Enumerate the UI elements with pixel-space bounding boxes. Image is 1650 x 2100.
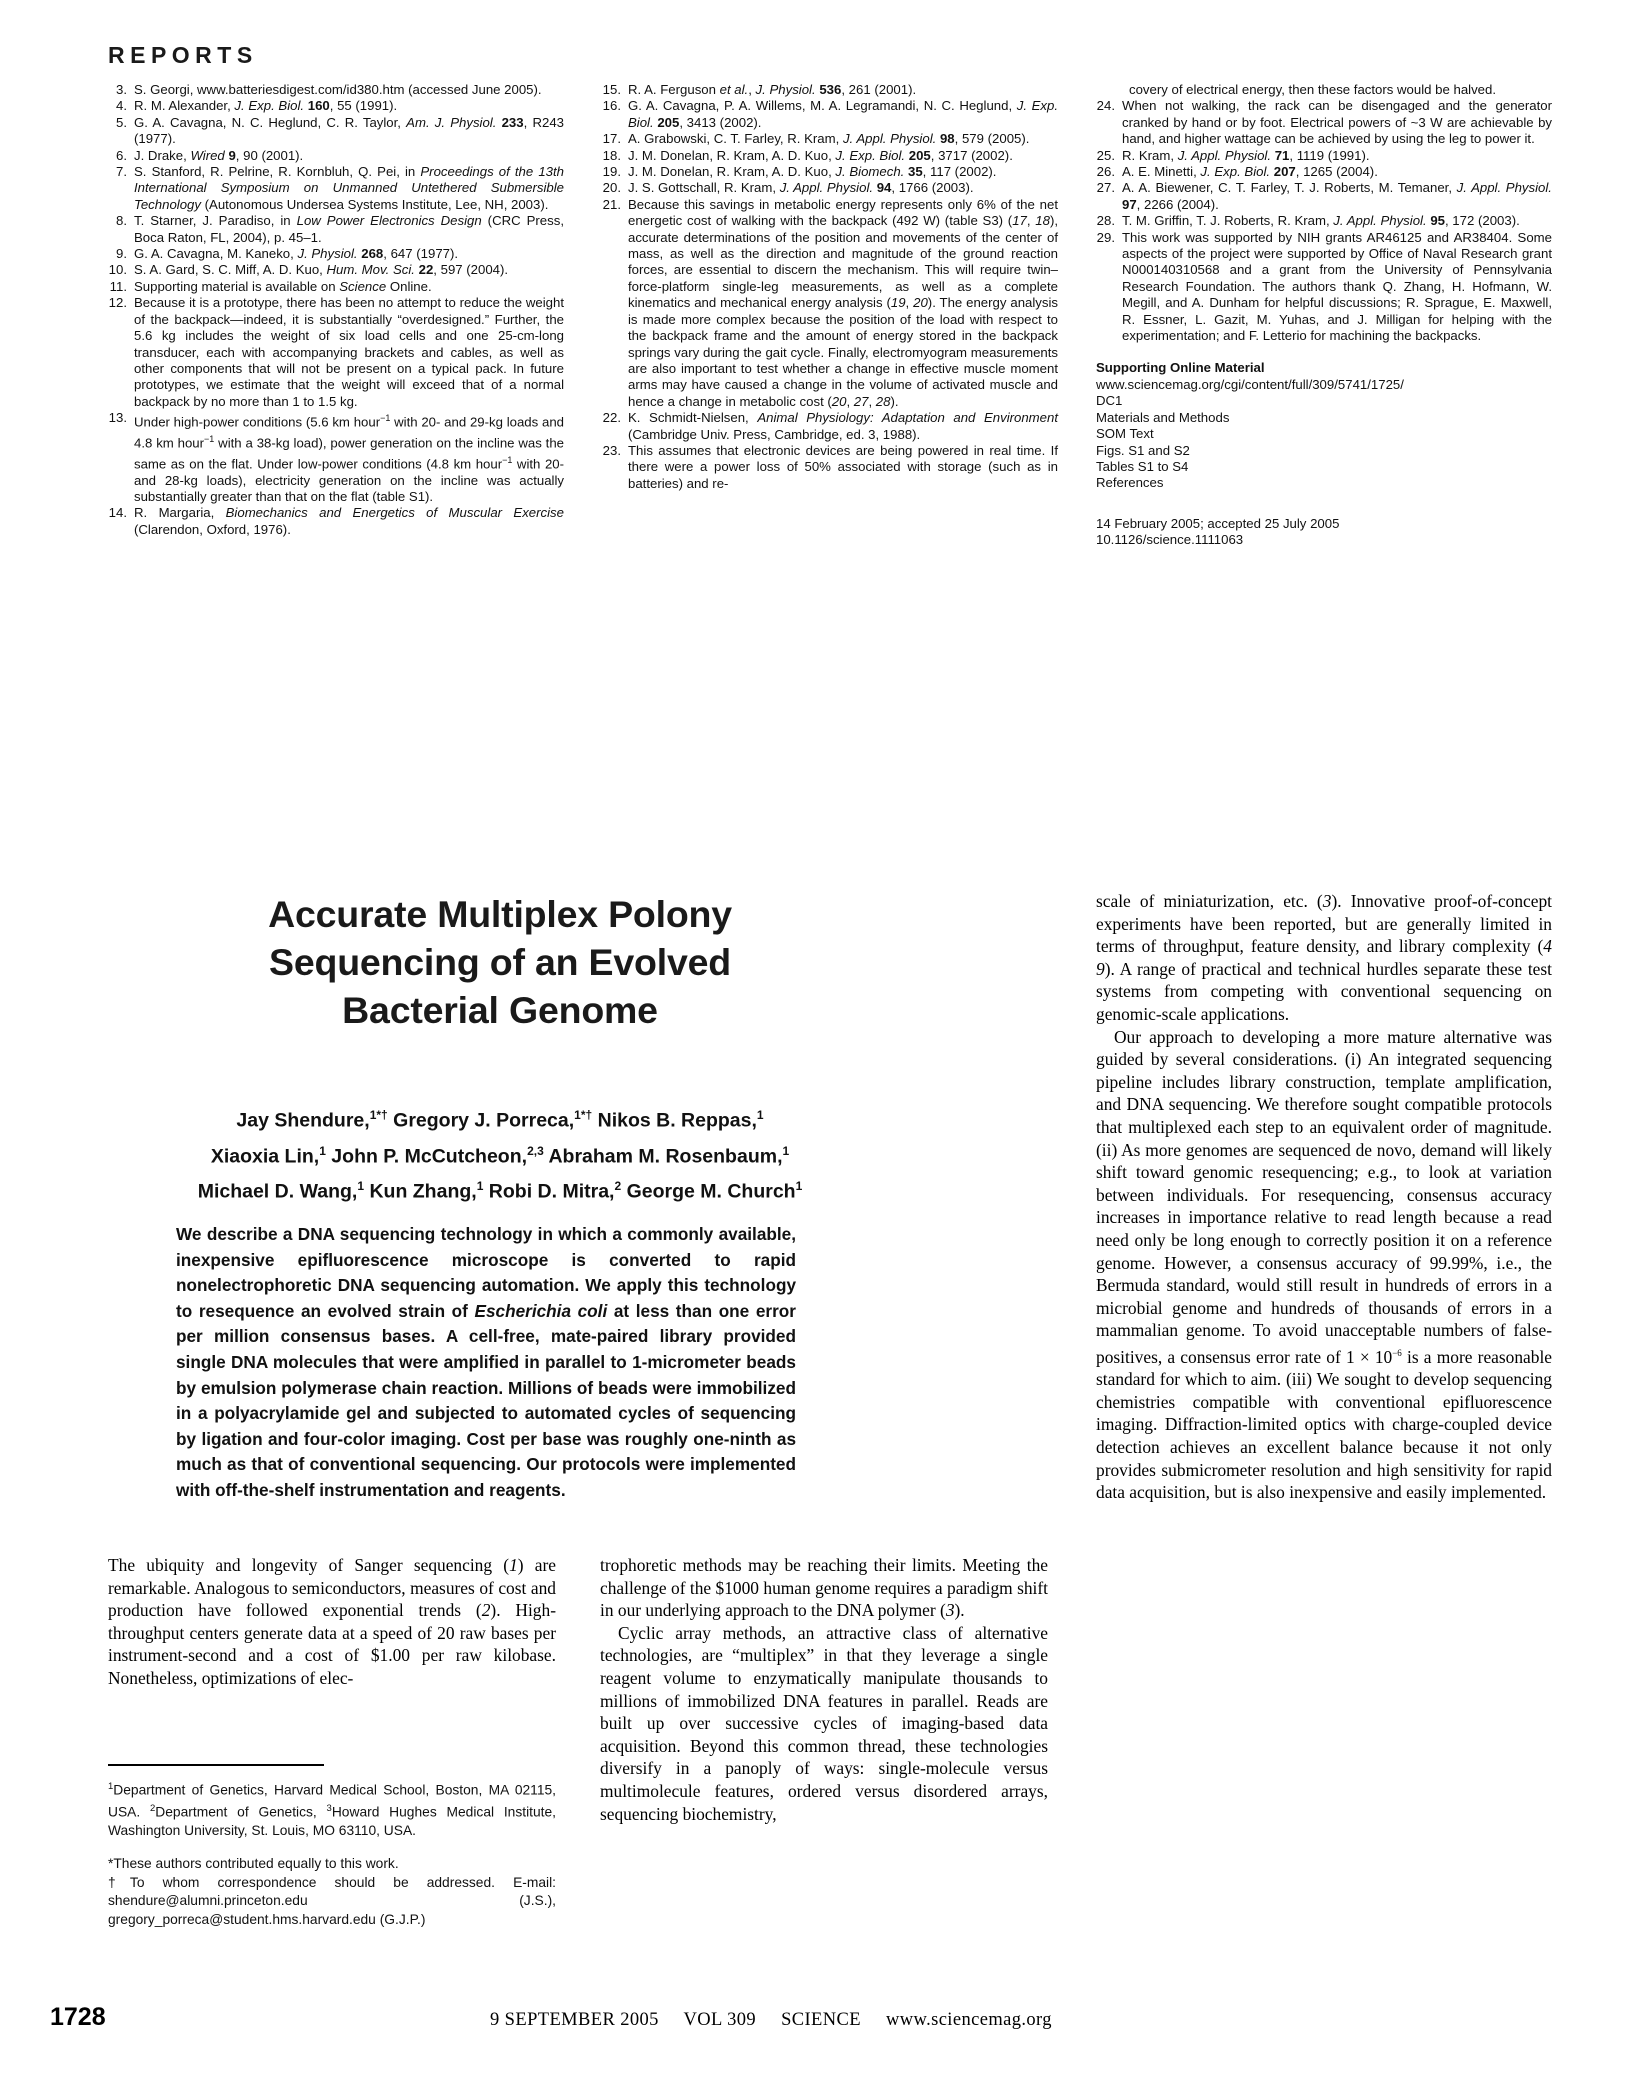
references-column-1	[108, 82, 564, 549]
reference-number: 16.	[602, 98, 621, 114]
reference-item	[108, 505, 564, 538]
reference-number: 9.	[116, 246, 127, 262]
reference-text: A. Grabowski, C. T. Farley, R. Kram, J. Appl. Physiol. 98, 579 (2005).	[628, 131, 1030, 147]
reference-number: 29.	[1096, 229, 1115, 245]
reference-number: 5.	[116, 114, 127, 130]
footer-journal: SCIENCE	[781, 2010, 861, 2030]
reference-text: Supporting material is available on Science Online.	[134, 278, 432, 294]
reference-item	[602, 180, 1058, 196]
reference-text: S. Georgi, www.batteriesdigest.com/id380.htm (accessed June 2005).	[134, 82, 542, 97]
reference-text: K. Schmidt-Nielsen, Animal Physiology: Adaptation and Environment (Cambridge Univ. Press, Cambridge, ed. 3, 1988).	[628, 410, 1058, 442]
abstract: We describe a DNA sequencing technology in which a commonly available, inexpensive epifluorescence microscope is converted to rapid nonelectrophoretic DNA sequencing automation. We apply this technology to resequence an evolved strain of Escherichia coli at less than one error per million consensus bases. A cell-free, mate-paired library provided single DNA molecules that were amplified in parallel to 1-micrometer beads by emulsion polymerase chain reaction. Millions of beads were immobilized in a polyacrylamide gel and subjected to automated cycles of sequencing by ligation and four-color imaging. Cost per base was roughly one-ninth as much as that of conventional sequencing. Our protocols were implemented with off-the-shelf instrumentation and reagents.	[176, 1224, 796, 1500]
reference-number: 17.	[602, 131, 621, 147]
section-running-head: REPORTS	[108, 42, 258, 68]
som-line: References	[1096, 475, 1164, 491]
reference-text: J. M. Donelan, R. Kram, A. D. Kuo, J. Exp. Biol. 205, 3717 (2002).	[628, 147, 1013, 163]
body-column-left	[108, 1554, 556, 1690]
reference-item	[108, 246, 564, 262]
som-lines	[1096, 377, 1552, 492]
som-line: SOM Text	[1096, 426, 1154, 442]
reference-text: J. M. Donelan, R. Kram, A. D. Kuo, J. Biomech. 35, 117 (2002).	[628, 164, 997, 180]
reference-text: S. Stanford, R. Pelrine, R. Kornbluh, Q. Pei, in Proceedings of the 13th International Symposium on Unmanned Untethered Submersible Technology (Autonomous Undersea Systems Institute, Lee, NH, 2003).	[134, 164, 564, 212]
footnote-divider	[108, 1764, 324, 1766]
reference-item	[1096, 98, 1552, 147]
page-number: 1728	[50, 2003, 106, 2031]
reference-text: When not walking, the rack can be disengaged and the generator cranked by hand or by foot. Electrical powers of ~3 W are achievable by hand, and higher wattage can be achieved by using the leg to power it.	[1122, 98, 1552, 147]
reference-number: 15.	[602, 82, 621, 97]
reference-item	[108, 295, 564, 410]
reference-number: 4.	[116, 98, 127, 114]
reference-item	[108, 262, 564, 278]
reference-item	[108, 164, 564, 213]
correspondence-note: *These authors contributed equally to this work. †To whom correspondence should be addressed. E-mail: shendure@alumni.princeton.edu (J.S.), gregory_porreca@student.hms.harvard.edu (G.J.P.)	[108, 1855, 556, 1927]
som-line: Materials and Methods	[1096, 409, 1230, 425]
body-paragraph: scale of miniaturization, etc. (3). Innovative proof-of-concept experiments have been reported, but are generally limited in terms of throughput, feature density, and library complexity (4 9). A range of practical and technical hurdles separate these test systems from competing with conventional sequencing on genomic-scale applications.	[1096, 891, 1552, 1024]
title-line: Accurate Multiplex Polony	[268, 893, 732, 935]
reference-item	[108, 115, 564, 148]
reference-text: This assumes that electronic devices are being powered in real time. If there were a power loss of 50% associated with storage (such as in batteries) and re-	[628, 442, 1058, 491]
reference-number: 20.	[602, 180, 621, 196]
reference-item	[108, 148, 564, 164]
received-dates: 14 February 2005; accepted 25 July 2005	[1096, 515, 1340, 531]
footer-volume: VOL 309	[683, 2010, 757, 2030]
reference-number: 7.	[116, 164, 127, 180]
som-title: Supporting Online Material	[1096, 359, 1265, 375]
som-line: www.sciencemag.org/cgi/content/full/309/5741/1725/	[1096, 376, 1404, 392]
reference-item	[602, 148, 1058, 164]
som-line: Figs. S1 and S2	[1096, 442, 1190, 458]
som-line: DC1	[1096, 393, 1123, 409]
reference-text: This work was supported by NIH grants AR46125 and AR38404. Some aspects of the project were supported by Office of Naval Research grant N000140310568 and a grant from the University of Pennsylvania Research Foundation. The authors thank Q. Zhang, H. Hofmann, W. Megill, and A. Dunham for helpful discussions; R. Sprague, E. Maxwell, R. Essner, L. Gazit, M. Yuhas, and J. Milligan for helping with the experimentation; and F. Letterio for machining the backpacks.	[1122, 229, 1552, 344]
reference-number: 26.	[1096, 164, 1115, 180]
page-title	[190, 890, 810, 1034]
author-list: Jay Shendure,$^{1*\dagger}$ Gregory J. Porreca,$^{1*\dagger}$ Nikos B. Reppas,$^1$ Xiaoxia Lin,$^1$ John P. McCutcheon,$^{2,3}$ Abraham M. Rosenbaum,$^1$ Michael D. Wang,$^1$ Kun Zhang,$^1$ Robi D. Mitra,$^2$ George M. Church$^1$	[197, 1108, 803, 1203]
author-affiliations: $^1$Department of Genetics, Harvard Medical School, Boston, MA 02115, USA. $^2$Department of Genetics, $^3$Howard Hughes Medical Institute, Washington University, St. Louis, MO 63110, USA.	[108, 1781, 556, 1839]
references-column-2	[602, 82, 1058, 549]
reference-item	[602, 164, 1058, 180]
supporting-online-material	[1096, 360, 1552, 492]
reference-text: Because it is a prototype, there has been no attempt to reduce the weight of the backpack—indeed, it is substantially “overdesigned.” Further, the 5.6 kg includes the weight of six load cells and one 25-cm-long transducer, each with accompanying brackets and cables, as well as other components that will not be present on a typical pack. In future prototypes, we estimate that the weight will exceed that of a normal backpack by no more than 1 to 1.5 kg.	[134, 295, 564, 409]
reference-number: 18.	[602, 147, 621, 163]
footer-website: www.sciencemag.org	[885, 2010, 1052, 2030]
body-column-middle	[600, 1554, 1048, 1825]
reference-text: G. A. Cavagna, M. Kaneko, J. Physiol. 268, 647 (1977).	[134, 246, 459, 262]
body-column-right	[1096, 890, 1552, 1504]
reference-text: G. A. Cavagna, P. A. Willems, M. A. Legramandi, N. C. Heglund, J. Exp. Biol. 205, 3413 (2002).	[628, 98, 1059, 130]
reference-item	[1096, 148, 1552, 164]
body-paragraph: trophoretic methods may be reaching their limits. Meeting the challenge of the $1000 human genome requires a paradigm shift in our underlying approach to the DNA polymer (3).	[600, 1555, 1048, 1621]
reference-item	[1096, 180, 1552, 213]
reference-number: 10.	[108, 262, 127, 278]
reference-item	[602, 98, 1058, 131]
body-paragraph: The ubiquity and longevity of Sanger sequencing (1) are remarkable. Analogous to semiconductors, measures of cost and production have followed exponential trends (2). High-throughput centers generate data at a speed of 20 raw bases per instrument-second and a cost of $1.00 per raw kilobase. Nonetheless, optimizations of elec-	[108, 1555, 556, 1688]
reference-item	[1096, 164, 1552, 180]
reference-item	[602, 410, 1058, 443]
reference-item	[108, 279, 564, 295]
title-line: Bacterial Genome	[342, 989, 658, 1031]
reference-item	[108, 98, 564, 114]
reference-number: 23.	[602, 442, 621, 458]
reference-item	[1096, 230, 1552, 345]
footer-date: 9 SEPTEMBER 2005	[490, 2010, 659, 2030]
reference-number: 25.	[1096, 147, 1115, 163]
reference-text: T. Starner, J. Paradiso, in Low Power Electronics Design (CRC Press, Boca Raton, FL, 2004), p. 45–1.	[134, 213, 564, 245]
reference-number: 13.	[108, 410, 127, 426]
reference-text: Under high-power conditions (5.6 km hour$^{-1}$ with 20- and 29-kg loads and 4.8 km hour$^{-1}$ with a 38-kg load), power generation on the incline was the same as on the flat. Under low-power conditions (4.8 km hour$^{-1}$ with 20- and 28-kg loads), electricity generation on the incline was actually substantially greater than that on the flat (table S1).	[134, 413, 565, 504]
reference-text: J. Drake, Wired 9, 90 (2001).	[134, 147, 304, 163]
reference-item	[108, 213, 564, 246]
reference-number: 24.	[1096, 98, 1115, 114]
som-line: Tables S1 to S4	[1096, 458, 1189, 474]
references-column-3	[1096, 82, 1552, 549]
reference-text: R. A. Ferguson et al., J. Physiol. 536, 261 (2001).	[628, 82, 917, 97]
reference-text: G. A. Cavagna, N. C. Heglund, C. R. Taylor, Am. J. Physiol. 233, R243 (1977).	[134, 114, 564, 147]
reference-text: Because this savings in metabolic energy represents only 6% of the net energetic cost of walking with the backpack (492 W) (table S3) (17, 18), accurate determinations of the position and movements of the center of mass, as well as the direction and magnitude of the ground reaction forces, are essential to discern the mechanism. This will require twin–force-platform single-leg measurements, as well as a complete kinematics and mechanical energy analysis (19, 20). The energy analysis is made more complex because the position of the load with respect to the backpack frame and the amount of energy stored in the backpack springs vary during the gait cycle. Finally, electromyogram measurements are also important to test whether a change in effective muscle moment arms may have caused a change in the volume of activated muscle and hence a change in metabolic cost (20, 27, 28).	[628, 196, 1059, 409]
reference-number: 14.	[108, 505, 127, 521]
reference-text: R. M. Alexander, J. Exp. Biol. 160, 55 (1991).	[134, 98, 398, 114]
page-footer	[490, 2010, 1052, 2031]
reference-number: 19.	[602, 164, 621, 180]
reference-number: 11.	[109, 278, 127, 294]
reference-item	[1096, 213, 1552, 229]
reference-text: A. A. Biewener, C. T. Farley, T. J. Roberts, M. Temaner, J. Appl. Physiol. 97, 2266 (2004).	[1122, 180, 1552, 212]
reference-item	[602, 131, 1058, 147]
reference-item	[108, 82, 564, 98]
reference-number: 28.	[1096, 213, 1115, 229]
title-line: Sequencing of an Evolved	[269, 941, 731, 983]
reference-text: R. Margaria, Biomechanics and Energetics of Muscular Exercise (Clarendon, Oxford, 1976).	[134, 505, 564, 537]
reference-number: 8.	[116, 213, 127, 229]
reference-text: S. A. Gard, S. C. Miff, A. D. Kuo, Hum. Mov. Sci. 22, 597 (2004).	[134, 262, 509, 278]
reference-text: A. E. Minetti, J. Exp. Biol. 207, 1265 (2004).	[1122, 164, 1378, 180]
reference-text: J. S. Gottschall, R. Kram, J. Appl. Physiol. 94, 1766 (2003).	[628, 180, 974, 196]
footnotes	[108, 1778, 556, 1929]
reference-item	[602, 443, 1058, 492]
reference-number: 21.	[602, 196, 621, 212]
reference-text: R. Kram, J. Appl. Physiol. 71, 1119 (1991).	[1122, 147, 1370, 163]
body-paragraph: Our approach to developing a more mature alternative was guided by several considerations. (i) An integrated sequencing pipeline includes library construction, template amplification, and DNA sequencing. We therefore sought compatible protocols that multiplexed each step to an equivalent order of magnitude. (ii) As more genomes are sequenced de novo, demand will likely shift toward genomic resequencing; e.g., to look at variation between individuals. For resequencing, consensus accuracy increases in importance relative to read length because a read need only be long enough to correctly position it on a reference genome. However, a consensus accuracy of 99.99%, i.e., the Bermuda standard, would still result in hundreds of errors in a microbial genome and hundreds of thousands of errors in a mammalian genome. To avoid unacceptable numbers of false-positives, a consensus error rate of $1 \times 10^{-6}$ is a more reasonable standard for which to aim. (iii) We sought to develop sequencing chemistries compatible with conventional epifluorescence imaging. Diffraction-limited optics with charge-coupled device detection achieves an excellent balance because it not only provides submicrometer resolution and high sensitivity for rapid data acquisition, but is also inexpensive and easily implemented.	[1096, 1026, 1553, 1503]
reference-number: 27.	[1096, 180, 1115, 196]
reference-continuation: covery of electrical energy, then these factors would be halved.	[1129, 82, 1497, 97]
reference-number: 3.	[116, 82, 127, 97]
reference-item	[602, 82, 1058, 98]
body-paragraph: Cyclic array methods, an attractive class of alternative technologies, are “multiplex” in that they leverage a single reagent volume to enzymatically manipulate thousands to millions of immobilized DNA features in parallel. Reads are built up over successive cycles of imaging-based data acquisition. Beyond this common thread, these technologies diversify in a panoply of ways: single-molecule versus multimolecule features, ordered versus disordered arrays, sequencing biochemistry,	[600, 1622, 1048, 1824]
reference-item	[602, 197, 1058, 410]
doi-line: 10.1126/science.1111063	[1096, 532, 1244, 548]
reference-number: 12.	[108, 295, 127, 311]
received-accepted-block	[1096, 516, 1552, 549]
reference-number: 22.	[602, 410, 621, 426]
reference-number: 6.	[116, 147, 127, 163]
reference-text: T. M. Griffin, T. J. Roberts, R. Kram, J. Appl. Physiol. 95, 172 (2003).	[1122, 213, 1520, 229]
references-zone	[108, 82, 1552, 549]
reference-item	[108, 410, 564, 505]
